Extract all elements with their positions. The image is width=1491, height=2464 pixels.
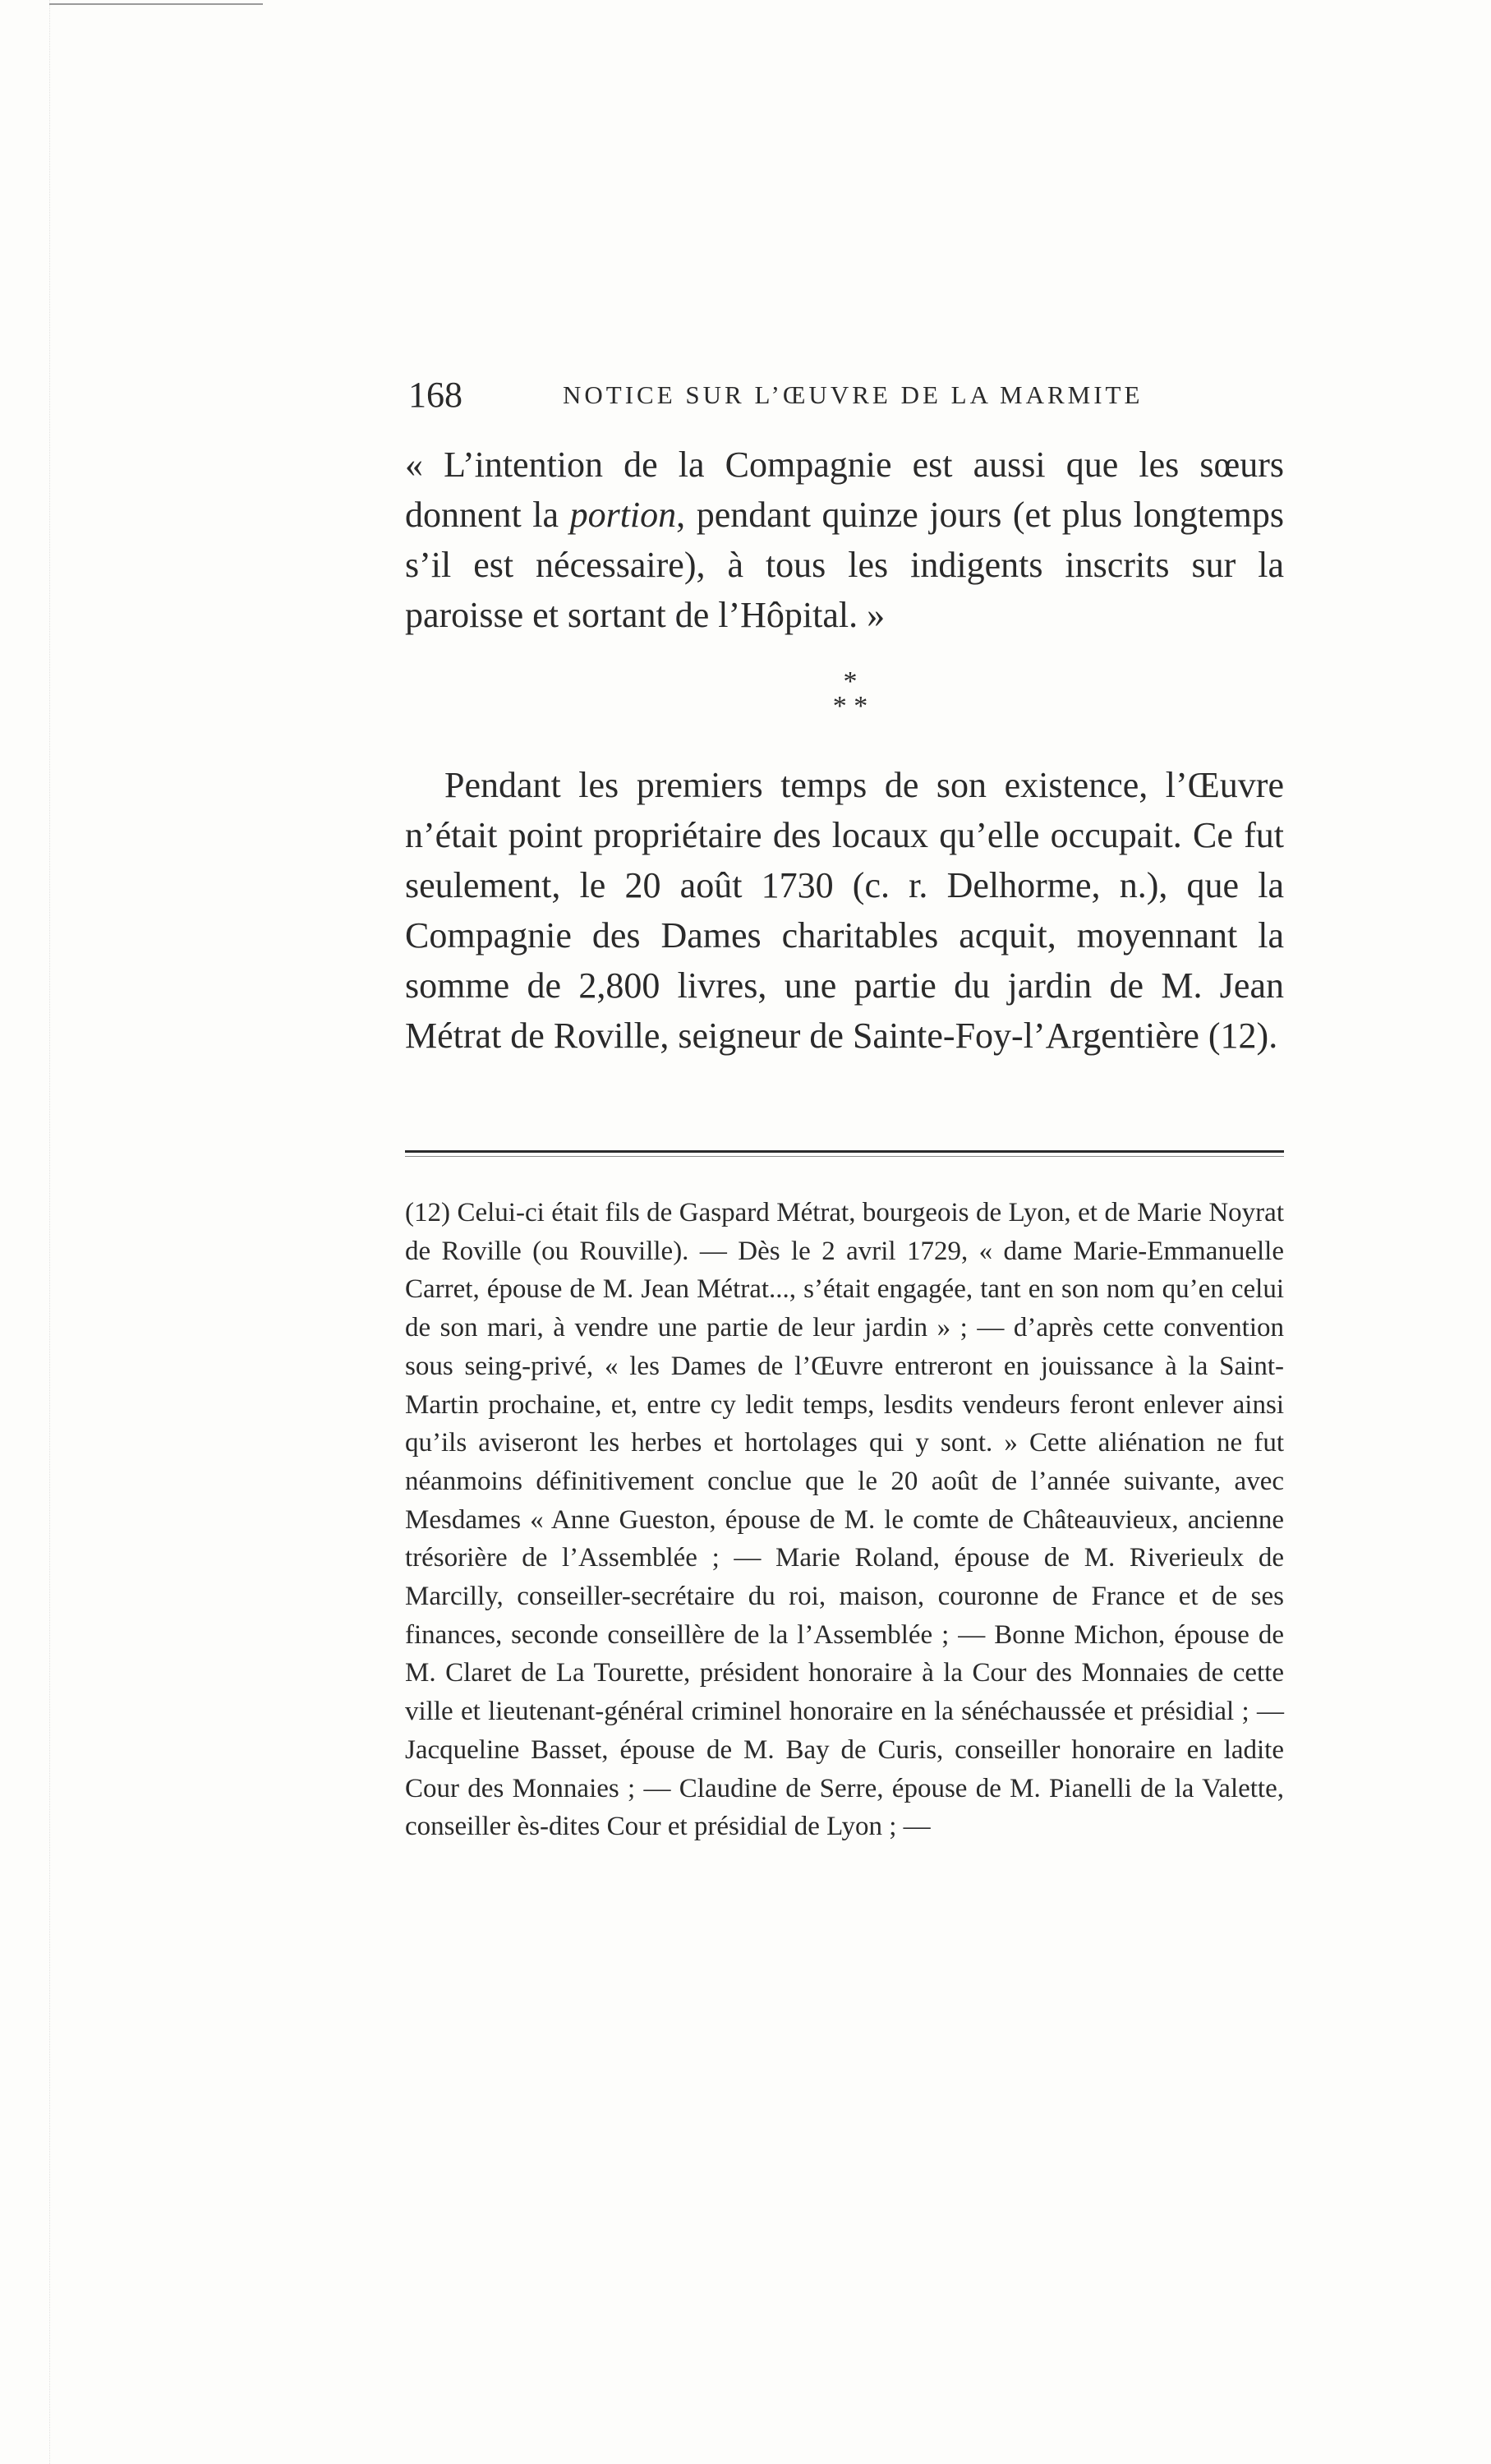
scan-top-edge xyxy=(49,3,263,5)
emphasized-word: portion xyxy=(569,495,677,535)
scan-margin xyxy=(0,0,50,2464)
running-head xyxy=(408,374,1287,423)
asterism-top: * xyxy=(843,666,858,697)
paragraph-quote-start: « L’intention de la Compagnie est aussi que les sœurs donnent la xyxy=(405,444,1284,535)
footnote-12: (12) Celui-ci était fils de Gaspard Métrat, bourgeois de Lyon, et de Marie Noyrat de Roville (ou Rouville). — Dès le 2 avril 1729, « dame Marie-Emmanuelle Carret, épouse de M. Jean Métrat..., s’était engagée, tant en son nom qu’en celui de son mari, à vendre une partie de leur jardin » ; — d’après cette convention sous seing-privé, « les Dames de l’Œuvre entreront en jouissance à la Saint-Martin prochaine, et, entre cy ledit temps, lesdits vendeurs feront enlever ainsi qu’ils aviseront les herbes et hortolages qui y sont. » Cette aliénation ne fut néanmoins définitivement conclue que le 20 août de l’année suivante, avec Mesdames « Anne Gueston, épouse de M. le comte de Châteauvieux, ancienne trésorière de l’Assemblée ; — Marie Roland, épouse de M. Riverieulx de Marcilly, conseiller-secrétaire du roi, maison, couronne de France et de ses finances, seconde conseillère de la l’Assemblée ; — Bonne Michon, épouse de M. Claret de La Tourette, président honoraire à la Cour des Monnaies de cette ville et lieutenant-général criminel honoraire en la sénéchaussée et présidial ; — Jacqueline Basset, épouse de M. Bay de Curis, conseiller honoraire en ladite Cour des Monnaies ; — Claudine de Serre, épouse de M. Pianelli de la Valette, conseiller ès-dites Cour et présidial de Lyon ; — xyxy=(405,1198,1284,1842)
footnote-separator xyxy=(405,1150,1284,1153)
paragraph-quote-end: , pendant quinze jours (et plus longtemps s’il est nécessaire), à tous les indigents inscrits sur la paroisse et sortant de l’Hôpital. » xyxy=(405,495,1284,635)
paragraph-main: Pendant les premiers temps de son existence, l’Œuvre n’était point propriétaire des locaux qu’elle occupait. Ce fut seulement, le 20 août 1730 (c. r. Delhorme, n.), que la Compagnie des Dames charitables acquit, moyennant la somme de 2,800 livres, une partie du jardin de M. Jean Métrat de Roville, seigneur de Sainte-Foy-l’Argentière (12). xyxy=(405,765,1284,1056)
footnote-separator-thin xyxy=(405,1156,1284,1157)
asterism-divider xyxy=(809,666,891,721)
asterism-bottom: * * xyxy=(832,691,868,721)
running-title: NOTICE SUR L’ŒUVRE DE LA MARMITE xyxy=(563,380,1144,409)
paragraph-quote xyxy=(405,440,1284,640)
page-number: 168 xyxy=(408,375,462,415)
